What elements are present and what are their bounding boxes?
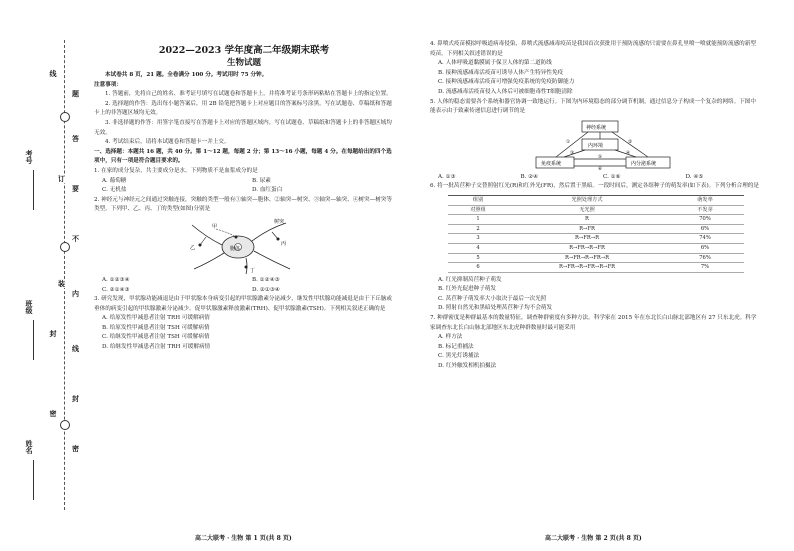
binding-hole: [60, 112, 70, 122]
notice-char: 内: [72, 289, 79, 298]
figure-label: ③: [570, 150, 575, 156]
table-cell: 6%: [666, 243, 744, 253]
binding-hole: [60, 242, 70, 252]
center-char: 装: [58, 279, 65, 288]
section-heading: 一、选择题：本题共 16 题，共 40 分。第 1～12 题，每题 2 分；第 13～16 小题，每题 4 分。在每题给出的四个选项中，只有一项是符合题目要求的。: [94, 148, 392, 165]
table-row: [448, 215, 744, 225]
name-label: 姓名: [25, 440, 34, 454]
class-line: [33, 320, 34, 360]
notice-char: 不: [72, 234, 79, 243]
option: C. 给继发性甲减患者注射 TSH 可缓解病情: [102, 334, 210, 341]
seal-cut-line: [64, 40, 65, 510]
figure-label: 甲: [212, 223, 218, 230]
exam-intro: 本试卷共 8 页，21 题。全卷满分 100 分。考试用时 75 分钟。: [105, 72, 268, 78]
table-cell: 4: [448, 243, 508, 253]
exam-number-label: 考号: [25, 150, 34, 164]
option: B. 红外光促进种子萌发: [438, 286, 497, 293]
page-footer: 高二大联考 · 生物 第 1 页(共 8 页): [195, 535, 292, 542]
option: D. ②①③④: [252, 286, 280, 293]
page-footer: 高二大联考 · 生物 第 2 页(共 8 页): [545, 535, 642, 542]
option: A. ①③: [438, 173, 456, 180]
question-options: [94, 276, 394, 295]
table-cell: R→FR→R: [508, 234, 666, 244]
table-cell: 2: [448, 224, 508, 234]
notice-char: 密: [72, 444, 79, 453]
option: B. ②④: [520, 173, 539, 180]
name-line: [33, 460, 34, 500]
table-cell: R→FR: [508, 224, 666, 234]
option: A. 给原发性甲减患者注射 TRH 可缓解病情: [102, 315, 210, 322]
option: C. 接种流感减毒活疫苗可增强免疫系统的免疫防御能力: [438, 79, 575, 86]
table-cell: 6: [448, 263, 508, 273]
option: B. 接种流感减毒活疫苗可诱导人体产生特异性免疫: [438, 69, 564, 76]
table-row: [448, 263, 744, 273]
notice-char: 答: [72, 134, 79, 143]
exam-number-line: [33, 170, 34, 210]
figure-label: 内环境: [588, 142, 604, 149]
option: A. 人体呼吸道黏膜属于保卫人体的第二道防线: [438, 60, 552, 67]
question-stem: 1. 在家的成分复杂，共主要成分是水。下列物质不是血浆成分的是: [94, 167, 258, 174]
outer-seal-char: 密: [49, 410, 58, 418]
figure-label: 树突: [274, 218, 285, 225]
figure-label: 乙: [190, 244, 196, 251]
figure-label: ②: [628, 139, 633, 145]
question-options: [430, 173, 760, 183]
table-cell: R→FR→R→FR→R→FR: [508, 263, 666, 273]
synapse-figure: [186, 217, 296, 275]
notice-title: 注意事项：: [94, 81, 122, 88]
question-stem: 6. 将一批莴苣种子交替照射红光(R)和红外光(FR)，然后置于黑暗。一段时间后，测定各组种子的萌发率(如下表)。下列分析合理的是: [430, 183, 759, 190]
binding-strip: [0, 0, 92, 551]
regulation-network-figure: [530, 119, 680, 171]
option: A. ①②③④: [102, 276, 130, 283]
table-cell: 无光照: [508, 205, 666, 215]
table-cell: 1: [448, 215, 508, 225]
table-cell: 3: [448, 234, 508, 244]
option: A. 红光抑制莴苣种子萌发: [438, 276, 502, 283]
germination-table: [448, 195, 744, 273]
question-stem: 2. 神经元与神经元之间通过突触连接，突触的类型一般有①轴突—胞体、②轴突—树突、③轴突—轴突、④树突—树突等类型。下列甲、乙、丙、丁的类型(如图)分别是: [94, 196, 392, 213]
option: D. 血红蛋白: [252, 187, 283, 194]
notice-char: 封: [72, 394, 79, 403]
table-cell: 6%: [666, 224, 744, 234]
figure-label: 丙: [281, 240, 287, 247]
table-cell: 对照组: [448, 205, 508, 215]
class-label: 班级: [25, 300, 34, 314]
figure-label: 免疫系统: [541, 160, 562, 167]
outer-seal-char: 封: [49, 330, 58, 338]
option: A. 葡萄糖: [102, 177, 127, 184]
table-row: [448, 243, 744, 253]
table-header: 光照处理方式: [508, 195, 666, 205]
figure-label: 内分泌系统: [631, 160, 657, 167]
table-cell: R: [508, 215, 666, 225]
outer-seal-char: 线: [49, 70, 58, 78]
notice-item: 3. 非选择题的作答：用签字笔直接写在答题卡上对应的答题区域内。写在试题卷、草稿纸和答题卡上的非答题区域均无效。: [94, 119, 392, 136]
option: B. 给原发性甲减患者注射 TSH 可缓解病情: [102, 324, 210, 331]
notice-char: 线: [72, 344, 79, 353]
table-cell: 74%: [666, 234, 744, 244]
notice-char: 要: [72, 184, 79, 193]
figure-label: 胞体: [230, 245, 241, 252]
table-header: 组别: [448, 195, 508, 205]
table-header-row: [448, 195, 744, 205]
option: C. ②①④③: [102, 286, 130, 293]
notice-item: 1. 答题前，先将自己的姓名、准考证号填写在试题卷和答题卡上，并将准考证号条形码粘贴在答题卡上的指定位置。: [105, 91, 392, 98]
option: D. 红外触发相机拍摄法: [438, 363, 497, 370]
table-cell: 7%: [666, 263, 744, 273]
option: C. 莴苣种子萌发率大小取决于最后一次光照: [438, 295, 547, 302]
option: C. 黑光灯诱捕法: [438, 353, 480, 360]
notice-item: 4. 考试结束后，请将本试题卷和答题卡一并上交。: [105, 139, 230, 146]
option: B. ①②④③: [252, 276, 280, 283]
question-options: [94, 177, 394, 196]
table-row: [448, 253, 744, 263]
option: D. ④⑤: [685, 173, 704, 180]
question-stem: 7. 种群密度是种群最基本的数量特征，调查种群密度有多种方法。科学家在 2015 年在东北长白山脉北部地区有 27 只东北虎。科学家调查东北长白山脉北部地区东北虎种群数量时最可能采用: [430, 315, 757, 331]
table-header: 萌发率: [666, 195, 744, 205]
option: D. 给继发性甲减患者注射 TRH 可缓解病情: [102, 344, 211, 351]
notice-item: 2. 选择题的作答：选出每小题答案后，用 2B 铅笔把答题卡上对应题目的答案标号涂黑。写在试题卷、草稿纸和答题卡上的非答题区域均无效。: [94, 100, 392, 117]
table-row: [448, 205, 744, 215]
table-cell: 不发芽: [666, 205, 744, 215]
option: B. 标记重捕法: [438, 343, 474, 350]
exam-title: 2022—2023 学年度高二年级期末联考: [158, 45, 330, 56]
center-char: 订: [58, 174, 65, 183]
figure-label: ①: [566, 139, 571, 145]
table-cell: R→FR→R→FR→R: [508, 253, 666, 263]
table-row: [448, 224, 744, 234]
table-cell: R→FR→R→FR: [508, 243, 666, 253]
figure-label: ⑤: [598, 154, 603, 160]
table-cell: 76%: [666, 253, 744, 263]
option: C. ①⑥: [603, 173, 621, 180]
figure-label: ④: [626, 150, 631, 156]
page-1: [94, 44, 394, 353]
notice-char: 题: [72, 89, 79, 98]
table-cell: 70%: [666, 215, 744, 225]
question-stem: 3. 研究发现，甲状腺功能减退是由于甲状腺本身病变引起的甲状腺激素分泌减少，继发性甲状腺功能减退是由于下丘脑或垂体的病变引起的甲状腺激素分泌减少。促甲状腺激素释放激素(TRH)、促甲状腺激素(TSH)。下列相关叙述正确的是: [94, 296, 392, 312]
binding-hole: [60, 420, 70, 430]
exam-subtitle: 生物试题: [226, 58, 261, 68]
table-row: [448, 234, 744, 244]
option: D. 照射自然光和黑暗处理莴苣种子均不会萌发: [438, 305, 553, 312]
table-cell: 5: [448, 253, 508, 263]
question-stem: 4. 鼻喷式疫苗模拟呼吸道病毒侵染，鼻喷式流感减毒疫苗是我国首次获批用于预防流感的只需要在鼻孔里喷一喷就能预防流感的新型疫苗。下列相关叙述错误的是: [430, 41, 756, 57]
option: A. 样方法: [438, 334, 463, 341]
option: B. 尿素: [252, 177, 271, 184]
page-2: [430, 40, 760, 372]
figure-label: ⑥: [598, 166, 603, 171]
neuron-drawing: [186, 217, 296, 275]
figure-label: 丁: [250, 267, 256, 274]
option: D. 流感减毒活疫苗侵入人体后可被细胞毒性T细胞清除: [438, 88, 573, 95]
question-stem: 5. 人体的稳态需要各个系统和器官协调一致地运行。下图为内环境稳态的部分调节机制，通过信息分子构成一个复杂的网络。下图中能表示由于致素传递信息进行调节的是: [430, 98, 756, 115]
network-drawing: [530, 119, 680, 171]
option: C. 无机盐: [102, 187, 127, 194]
figure-label: 神经系统: [586, 124, 607, 131]
